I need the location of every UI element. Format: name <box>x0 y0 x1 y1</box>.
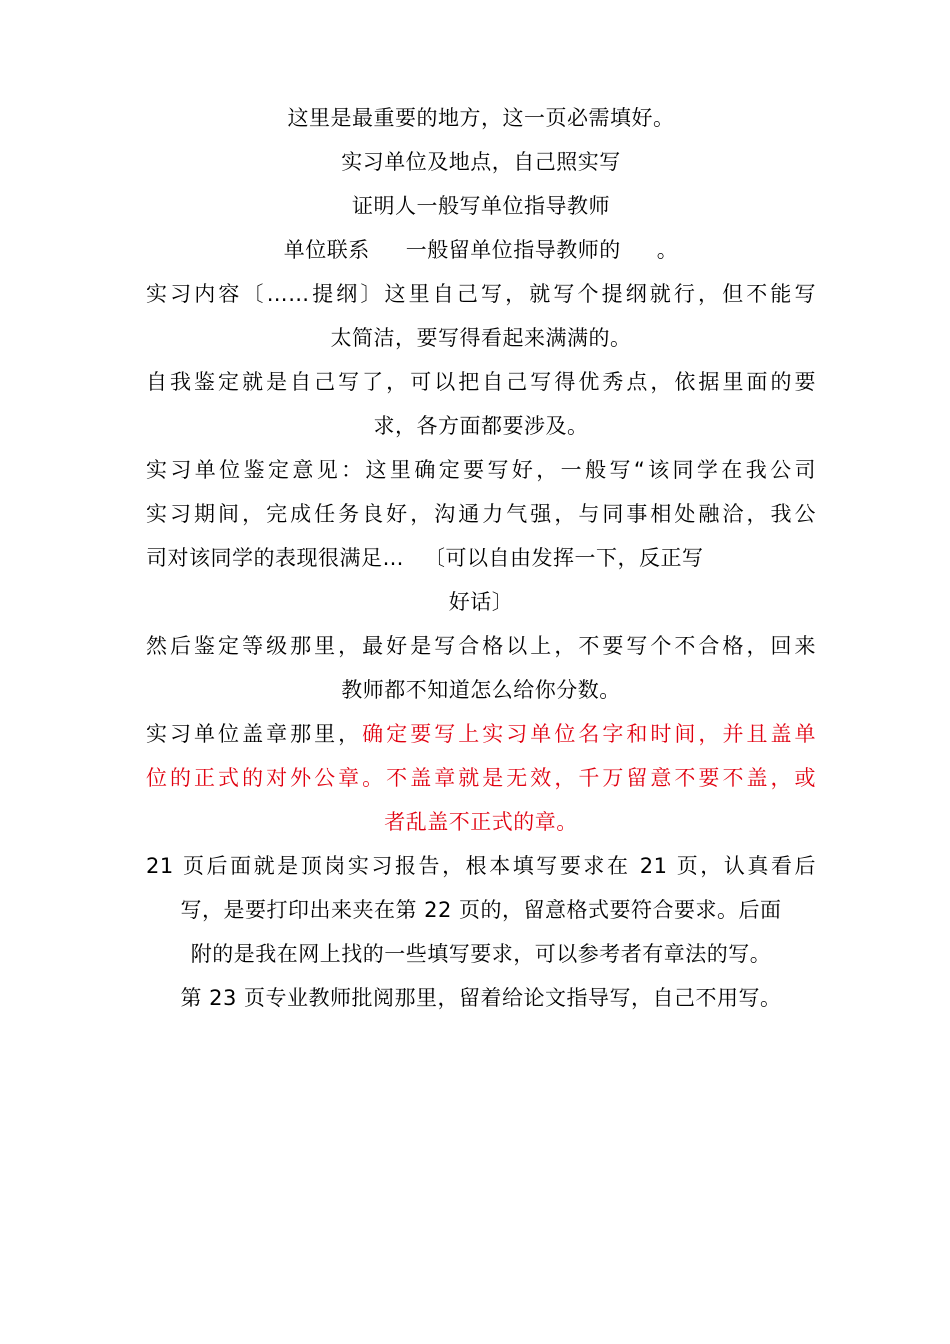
text-line-20 <box>146 932 816 976</box>
report-note-2: 写，是要打印出来夹在第 22 页的，留意格式要符合要求。后面 <box>180 898 782 922</box>
text-line-17 <box>146 800 816 844</box>
text-line-8 <box>146 404 816 448</box>
text-line-19 <box>146 888 816 932</box>
teacher-review-note: 第 23 页专业教师批阅那里，留着给论文指导写，自己不用写。 <box>180 986 782 1010</box>
self-evaluation-note-2: 求，各方面都要涉及。 <box>373 414 589 438</box>
unit-opinion-note-1: 实习单位鉴定意见：这里确定要写好，一般写“该同学在我公司 <box>146 458 816 482</box>
stamp-note-label: 实习单位盖章那里， <box>146 722 363 746</box>
text-line-16 <box>146 756 816 800</box>
document-body <box>146 96 816 1020</box>
stamp-warning-3: 者乱盖不正式的章。 <box>384 810 578 834</box>
stamp-warning-2: 位的正式的对外公章。不盖章就是无效，千万留意不要不盖，或 <box>146 766 816 790</box>
report-note-1: 21 页后面就是顶岗实习报告，根本填写要求在 21 页，认真看后 <box>146 854 816 878</box>
intro-heading: 这里是最重要的地方，这一页必需填好。 <box>287 106 675 130</box>
text-line-9 <box>146 448 816 492</box>
grade-note-1: 然后鉴定等级那里，最好是写合格以上，不要写个不合格，回来 <box>146 634 816 658</box>
text-line-3 <box>146 184 816 228</box>
self-evaluation-note-1: 自我鉴定就是自己写了，可以把自己写得优秀点，依据里面的要 <box>146 370 816 394</box>
text-line-11 <box>146 536 816 580</box>
unit-opinion-note-4: 〔可以自由发挥一下，反正写 <box>424 546 704 570</box>
text-line-2 <box>146 140 816 184</box>
contact-note: 一般留单位指导教师的 <box>405 238 621 262</box>
text-line-14 <box>146 668 816 712</box>
unit-opinion-note-3: 司对该同学的表现很满足… <box>146 546 404 570</box>
text-line-4 <box>146 228 816 272</box>
text-line-21 <box>146 976 816 1020</box>
text-line-5 <box>146 272 816 316</box>
content-note-1: 实习内容〔……提纲〕这里自己写，就写个提纲就行，但不能写 <box>146 282 816 306</box>
witness-note: 证明人一般写单位指导教师 <box>352 194 610 218</box>
unit-opinion-note-5: 好话〕 <box>448 590 514 614</box>
contact-period: 。 <box>656 238 679 262</box>
content-note-2: 太简洁，要写得看起来满满的。 <box>330 326 632 350</box>
text-line-13 <box>146 624 816 668</box>
text-line-1 <box>146 96 816 140</box>
text-line-18 <box>146 844 816 888</box>
unit-location-note: 实习单位及地点，自己照实写 <box>341 150 621 174</box>
stamp-warning-1: 确定要写上实习单位名字和时间，并且盖单 <box>362 722 817 746</box>
text-line-10 <box>146 492 816 536</box>
grade-note-2: 教师都不知道怎么给你分数。 <box>341 678 621 702</box>
unit-opinion-note-2: 实习期间，完成任务良好，沟通力气强，与同事相处融洽，我公 <box>146 502 816 526</box>
text-line-7 <box>146 360 816 404</box>
report-note-3: 附的是我在网上找的一些填写要求，可以参考者有章法的写。 <box>190 942 772 966</box>
text-line-6 <box>146 316 816 360</box>
text-line-15 <box>146 712 816 756</box>
text-line-12 <box>146 580 816 624</box>
contact-label: 单位联系 <box>283 238 370 262</box>
